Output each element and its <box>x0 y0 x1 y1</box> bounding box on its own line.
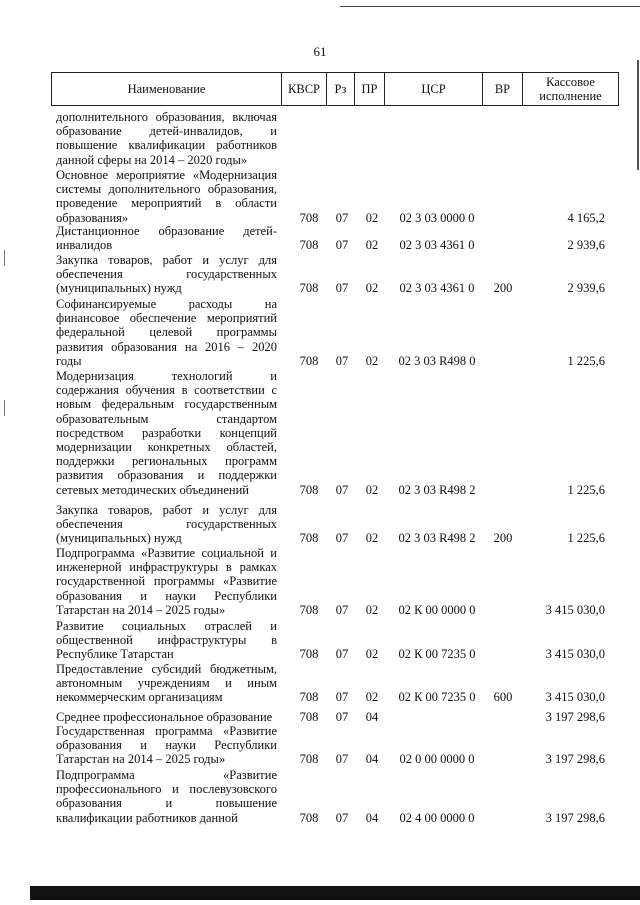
row-name <box>56 253 277 296</box>
row-pr: 04 <box>365 752 379 767</box>
row-name-line: системы дополнительного образования, <box>56 182 277 197</box>
row-name-line: автономным учреждениям и иным <box>56 676 277 691</box>
row-name-line: образования» <box>56 210 129 225</box>
row-name-line: Республике Татарстан <box>56 647 174 662</box>
row-amount: 3 415 030,0 <box>545 647 605 662</box>
row-name <box>56 110 277 167</box>
row-name <box>56 168 277 225</box>
row-csr: 02 К 00 7235 0 <box>398 647 476 662</box>
row-name-line: образование детей-инвалидов, и <box>56 124 277 139</box>
row-kvsr: 708 <box>299 602 319 617</box>
row-name <box>56 503 277 546</box>
row-pr: 02 <box>365 690 379 705</box>
row-name-line: (муниципальных) нужд <box>56 281 182 296</box>
row-name-line: Дистанционное образование детей- <box>56 224 277 238</box>
row-name-line: годы <box>56 353 82 368</box>
row-name-line: финансовое обеспечение мероприятий <box>56 311 277 326</box>
row-name-line: развития образования и поддержки <box>56 468 277 483</box>
row-csr: 02 4 00 0000 0 <box>399 810 475 825</box>
row-rz: 07 <box>335 690 349 705</box>
header-rz: Рз <box>326 73 354 105</box>
row-name <box>56 662 277 705</box>
row-name-line: образования и повышение <box>56 796 277 811</box>
row-name-line: развития образования на 2016 – 2020 <box>56 339 277 354</box>
row-name <box>56 724 277 767</box>
row-kvsr: 708 <box>299 281 319 296</box>
row-amount: 1 225,6 <box>567 482 605 497</box>
row-name-line: Развитие социальных отраслей и <box>56 619 277 633</box>
row-pr: 04 <box>365 810 379 825</box>
row-name <box>56 619 277 662</box>
row-name-line: сетевых методических объединений <box>56 482 249 497</box>
row-pr: 02 <box>365 531 379 546</box>
row-kvsr: 708 <box>299 752 319 767</box>
row-kvsr: 708 <box>299 353 319 368</box>
row-csr: 02 3 03 R498 2 <box>398 531 476 546</box>
header-name: Наименование <box>127 82 206 96</box>
row-kvsr: 708 <box>299 647 319 662</box>
row-name-line: дополнительного образования, включая <box>56 110 277 124</box>
row-name <box>56 297 277 368</box>
row-csr: 02 3 03 4361 0 <box>399 238 475 253</box>
row-name-line: (муниципальных) нужд <box>56 531 182 546</box>
header-pr: ПР <box>354 73 384 105</box>
row-kvsr: 708 <box>299 690 319 705</box>
row-amount: 4 165,2 <box>567 210 605 225</box>
row-name-line: Татарстан на 2014 – 2025 годы» <box>56 752 226 767</box>
header-amount-line2: исполнение <box>539 89 602 103</box>
row-name-line: обеспечения государственных <box>56 517 277 532</box>
row-name-line: образования и науки Республики <box>56 588 277 603</box>
scan-bottom-edge <box>30 886 640 900</box>
row-name-line: Государственная программа «Развитие <box>56 724 277 738</box>
row-vr: 600 <box>493 690 513 705</box>
header-csr: ЦСР <box>384 73 482 105</box>
row-name-line: федеральной целевой программы <box>56 325 277 340</box>
row-name <box>56 224 277 252</box>
row-amount: 3 415 030,0 <box>545 602 605 617</box>
row-amount: 1 225,6 <box>567 531 605 546</box>
row-name-line: данной сферы на 2014 – 2020 годы» <box>56 152 248 167</box>
row-csr: 02 0 00 0000 0 <box>399 752 475 767</box>
header-amount-line1: Кассовое <box>546 75 595 89</box>
row-pr: 02 <box>365 238 379 253</box>
header-vr: ВР <box>482 73 522 105</box>
row-pr: 02 <box>365 482 379 497</box>
row-name-line: повышение квалификации работников <box>56 138 277 153</box>
row-name <box>56 710 277 724</box>
row-pr: 02 <box>365 602 379 617</box>
row-vr: 200 <box>493 281 513 296</box>
row-pr: 02 <box>365 210 379 225</box>
row-name-line: образования и науки Республики <box>56 738 277 753</box>
row-amount: 3 197 298,6 <box>545 810 605 825</box>
row-name-line: посредством разработки концепций <box>56 425 277 440</box>
row-name-line: инженерной инфраструктуры в рамках <box>56 560 277 575</box>
row-kvsr: 708 <box>299 710 319 724</box>
row-name-line: Закупка товаров, работ и услуг для <box>56 253 277 267</box>
row-name-line: государственной программы «Развитие <box>56 574 277 589</box>
row-name-line: Основное мероприятие «Модернизация <box>56 168 277 182</box>
row-name-line: содержания обучения в соответствии с <box>56 383 277 398</box>
row-rz: 07 <box>335 752 349 767</box>
row-name-line: модернизации конкретных областей, <box>56 440 277 455</box>
row-amount: 3 197 298,6 <box>545 752 605 767</box>
row-name-line: Среднее профессиональное образование <box>56 710 273 724</box>
row-rz: 07 <box>335 210 349 225</box>
row-name-line: Модернизация технологий и <box>56 369 277 383</box>
row-kvsr: 708 <box>299 482 319 497</box>
row-name-line: образовательным стандартом <box>56 411 277 426</box>
row-csr: 02 3 03 R498 2 <box>398 482 476 497</box>
row-name-line: Закупка товаров, работ и услуг для <box>56 503 277 517</box>
row-name <box>56 546 277 617</box>
row-name-line: профессионального и послевузовского <box>56 782 277 797</box>
row-name-line: проведение мероприятий в области <box>56 196 277 211</box>
row-csr: 02 3 03 4361 0 <box>399 281 475 296</box>
row-name-line: квалификации работников данной <box>56 810 238 825</box>
row-amount: 2 939,6 <box>567 238 605 253</box>
row-amount: 1 225,6 <box>567 353 605 368</box>
row-kvsr: 708 <box>299 238 319 253</box>
row-kvsr: 708 <box>299 531 319 546</box>
row-pr: 02 <box>365 281 379 296</box>
row-kvsr: 708 <box>299 810 319 825</box>
scan-margin-mark <box>4 250 5 266</box>
scan-margin-mark <box>4 400 5 416</box>
row-rz: 07 <box>335 602 349 617</box>
row-pr: 04 <box>365 710 379 724</box>
row-name-line: поддержки региональных программ <box>56 454 277 469</box>
row-pr: 02 <box>365 647 379 662</box>
row-name-line: Татарстан на 2014 – 2025 годы» <box>56 602 226 617</box>
row-name-line: некоммерческим организациям <box>56 690 223 705</box>
row-vr: 200 <box>493 531 513 546</box>
row-amount: 3 197 298,6 <box>545 710 605 724</box>
row-csr: 02 3 03 R498 0 <box>398 353 476 368</box>
header-kvsr: КВСР <box>281 73 326 105</box>
row-amount: 3 415 030,0 <box>545 690 605 705</box>
row-rz: 07 <box>335 647 349 662</box>
row-name <box>56 768 277 825</box>
row-rz: 07 <box>335 238 349 253</box>
row-csr: 02 К 00 0000 0 <box>398 602 476 617</box>
header-amount <box>522 73 618 105</box>
row-name-line: новым федеральным государственным <box>56 397 277 412</box>
row-rz: 07 <box>335 353 349 368</box>
scan-top-edge <box>340 6 640 7</box>
row-pr: 02 <box>365 353 379 368</box>
table-header <box>51 72 619 106</box>
row-name-line: обеспечения государственных <box>56 267 277 282</box>
row-name-line: Предоставление субсидий бюджетным, <box>56 662 277 676</box>
row-name-line: Софинансируемые расходы на <box>56 297 277 311</box>
row-name-line: Подпрограмма «Развитие <box>56 768 277 782</box>
row-rz: 07 <box>335 281 349 296</box>
row-amount: 2 939,6 <box>567 281 605 296</box>
row-rz: 07 <box>335 810 349 825</box>
row-name-line: Подпрограмма «Развитие социальной и <box>56 546 277 560</box>
scan-right-edge <box>637 60 639 170</box>
row-csr: 02 К 00 7235 0 <box>398 690 476 705</box>
row-name-line: общественной инфраструктуры в <box>56 633 277 648</box>
row-kvsr: 708 <box>299 210 319 225</box>
row-name <box>56 369 277 497</box>
row-rz: 07 <box>335 710 349 724</box>
page-number: 61 <box>313 44 327 59</box>
row-csr: 02 3 03 0000 0 <box>399 210 475 225</box>
row-rz: 07 <box>335 482 349 497</box>
row-rz: 07 <box>335 531 349 546</box>
row-name-line: инвалидов <box>56 238 113 253</box>
